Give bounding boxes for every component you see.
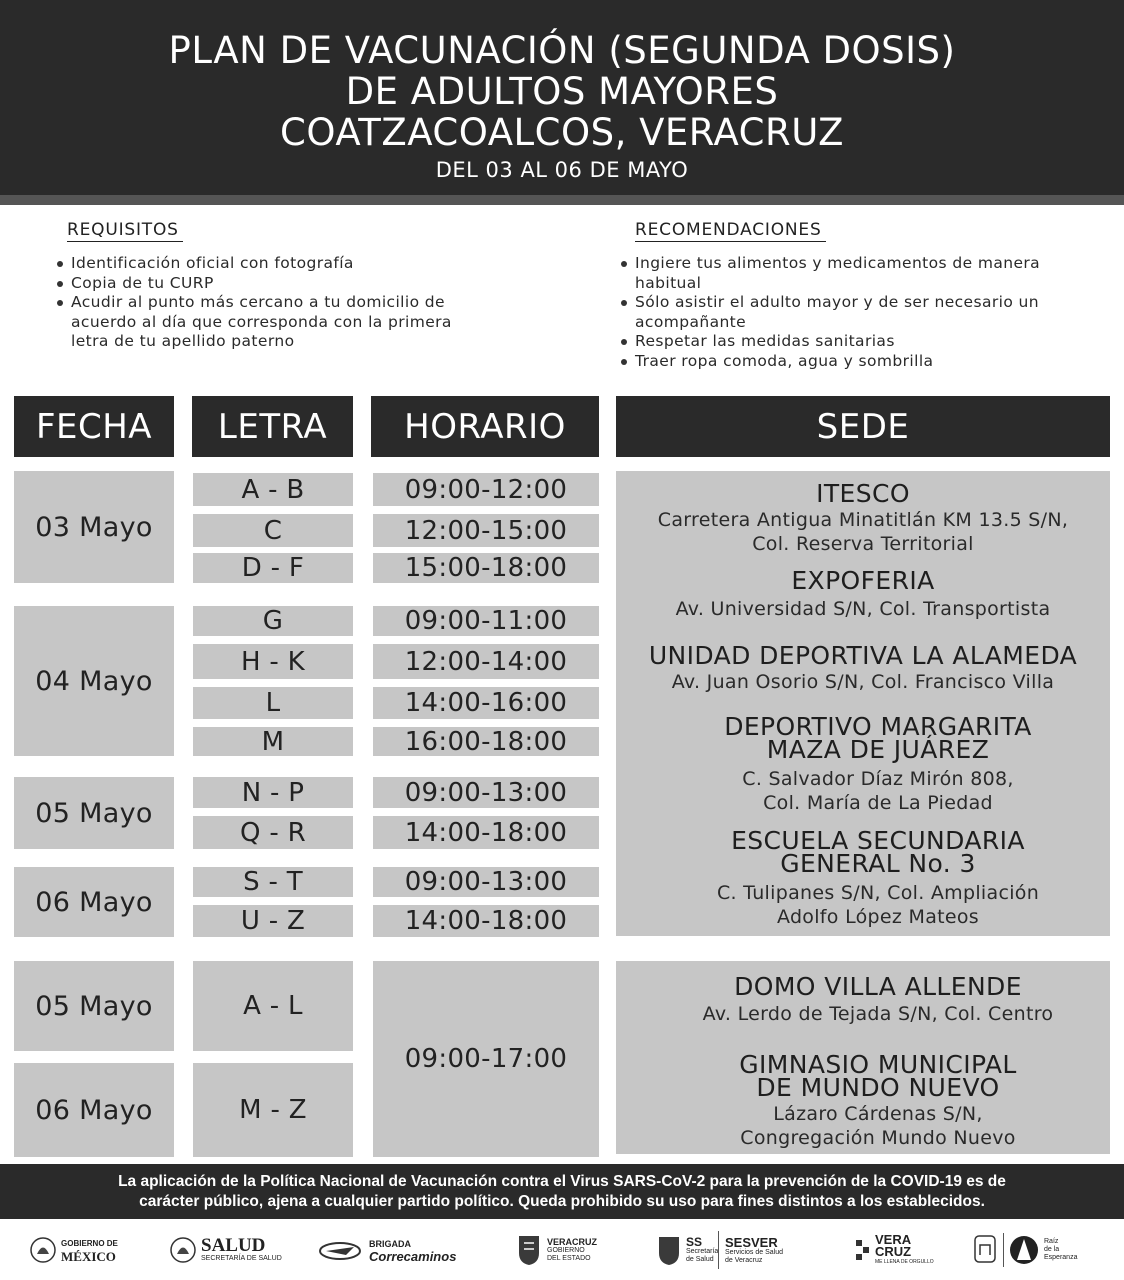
schedule-cell: 09:00-13:00	[373, 777, 599, 808]
venue-address: Carretera Antigua Minatitlán KM 13.5 S/N,	[657, 509, 1069, 531]
logo-text: SESVER	[725, 1234, 778, 1250]
column-header-fecha: FECHA	[14, 396, 174, 457]
logo-text: GOBIERNO DE	[61, 1238, 118, 1248]
logo-text: Correcaminos	[369, 1248, 457, 1264]
municipal-seal-icon	[972, 1233, 998, 1267]
list-item: Sólo asistir el adulto mayor y de ser necesario un acompañante	[619, 293, 1089, 332]
roadrunner-icon	[316, 1235, 364, 1265]
date-cell: 06 Mayo	[14, 867, 174, 937]
municipal-text	[1044, 1238, 1077, 1262]
letter-cell: C	[193, 514, 353, 547]
list-item: Ingiere tus alimentos y medicamentos de manera habitual	[619, 254, 1089, 293]
requirements-section	[55, 220, 475, 352]
requirements-heading: REQUISITOS	[67, 220, 183, 242]
column-header-letra: LETRA	[192, 396, 353, 457]
venue-address: Congregación Mundo Nuevo	[740, 1127, 1016, 1149]
schedule-cell: 09:00-17:00	[373, 961, 599, 1157]
veracruz-gobierno-logo	[516, 1231, 597, 1269]
esperanza-icon	[1009, 1235, 1039, 1265]
column-header-horario: HORARIO	[371, 396, 599, 457]
date-cell: 06 Mayo	[14, 1063, 174, 1157]
venue-gimnasio-mundo-nuevo	[616, 1050, 1110, 1150]
date-cell: 04 Mayo	[14, 606, 174, 756]
brigada-correcaminos-logo	[316, 1231, 456, 1269]
venue-address: Av. Juan Osorio S/N, Col. Francisco Villa	[671, 671, 1055, 693]
logo-text: MÉXICO	[61, 1248, 116, 1264]
venue-address: Col. María de La Piedad	[763, 792, 993, 814]
veracruz-brand-logo	[856, 1231, 934, 1269]
logo-text: SECRETARÍA DE SALUD	[201, 1255, 282, 1262]
list-item: Traer ropa comoda, agua y sombrilla	[619, 352, 1089, 372]
venue-itesco	[616, 479, 1110, 556]
logo-text: SALUD	[201, 1235, 266, 1256]
venues-lower	[616, 961, 1110, 1154]
letter-cell: A - B	[193, 473, 353, 506]
disclaimer-line: La aplicación de la Política Nacional de Vacunación contra el Virus SARS-CoV-2 para la prevención de la COVID-19 es de	[118, 1173, 1006, 1190]
title-line: COATZACOALCOS, VERACRUZ	[280, 111, 844, 154]
logo-text: CRUZ	[875, 1244, 912, 1259]
state-shield-icon	[657, 1234, 681, 1266]
venue-name: ESCUELA SECUNDARIA	[731, 826, 1025, 855]
sesver-logo	[718, 1231, 783, 1269]
header-divider	[0, 195, 1124, 205]
venue-address: Adolfo López Mateos	[776, 906, 980, 928]
ss-text	[686, 1236, 718, 1264]
checker-icon	[856, 1240, 870, 1260]
schedule-cell: 16:00-18:00	[373, 727, 599, 756]
venue-name: DEPORTIVO MARGARITA	[724, 712, 1032, 741]
column-header-sede: SEDE	[616, 396, 1110, 457]
gobierno-mexico-logo	[30, 1231, 118, 1269]
salud-text	[201, 1237, 282, 1263]
list-item: Identificación oficial con fotografía	[55, 254, 475, 274]
veracruz-brand-text	[875, 1234, 934, 1266]
logo-text: Servicios de Salud	[725, 1248, 783, 1256]
venue-expoferia	[616, 566, 1110, 621]
venue-address: Av. Universidad S/N, Col. Transportista	[675, 598, 1051, 620]
sesver-text	[725, 1236, 783, 1265]
list-item: Acudir al punto más cercano a tu domicilio de acuerdo al día que corresponda con la primera letra de tu apellido paterno	[55, 293, 475, 352]
veracruz-gobierno-text	[547, 1238, 597, 1263]
recommendations-heading: RECOMENDACIONES	[635, 220, 826, 242]
letter-cell: H - K	[193, 644, 353, 679]
page-header	[0, 0, 1124, 195]
requirements-list	[55, 254, 475, 352]
venue-name: UNIDAD DEPORTIVA LA ALAMEDA	[648, 641, 1078, 670]
schedule-cell: 09:00-11:00	[373, 606, 599, 636]
venue-address: Av. Lerdo de Tejada S/N, Col. Centro	[702, 1003, 1054, 1025]
brigada-text	[369, 1238, 456, 1263]
letter-cell: D - F	[193, 553, 353, 583]
letter-cell: M - Z	[193, 1063, 353, 1157]
logo-text: de Veracruz	[725, 1256, 763, 1264]
schedule-cell: 15:00-18:00	[373, 553, 599, 583]
logo-divider	[1003, 1233, 1004, 1267]
venue-name: ITESCO	[816, 479, 910, 508]
logo-text: VERACRUZ	[547, 1236, 598, 1247]
date-range: DEL 03 AL 06 DE MAYO	[435, 158, 689, 182]
eagle-seal-icon	[170, 1235, 196, 1265]
gobierno-mexico-text	[61, 1238, 118, 1263]
letter-cell: A - L	[193, 961, 353, 1051]
venue-secundaria-3	[616, 826, 1110, 929]
date-cell: 05 Mayo	[14, 961, 174, 1051]
venue-name: DOMO VILLA ALLENDE	[734, 972, 1022, 1001]
logo-text: Raíz	[1044, 1238, 1059, 1245]
municipal-logo	[972, 1231, 1077, 1269]
eagle-seal-icon	[30, 1235, 56, 1265]
logo-text: DEL ESTADO	[547, 1254, 591, 1262]
schedule-cell: 12:00-14:00	[373, 644, 599, 679]
venue-address: Lázaro Cárdenas S/N,	[773, 1103, 983, 1125]
logo-strip	[0, 1219, 1124, 1280]
list-item: Copia de tu CURP	[55, 274, 475, 294]
letter-cell: U - Z	[193, 905, 353, 937]
venue-address: C. Salvador Díaz Mirón 808,	[742, 768, 1014, 790]
venue-address: C. Tulipanes S/N, Col. Ampliación	[716, 882, 1040, 904]
schedule-cell: 14:00-18:00	[373, 905, 599, 937]
title-line: PLAN DE VACUNACIÓN (SEGUNDA DOSIS)	[168, 29, 956, 72]
logo-text: ME LLENA DE ORGULLO	[875, 1259, 934, 1265]
venue-margarita-maza	[616, 712, 1110, 815]
logo-text: Esperanza	[1044, 1254, 1078, 1261]
letter-cell: M	[193, 727, 353, 756]
schedule-cell: 09:00-12:00	[373, 473, 599, 506]
salud-logo	[170, 1231, 282, 1269]
letter-cell: S - T	[193, 867, 353, 897]
state-shield-icon	[516, 1233, 542, 1267]
disclaimer-footer	[0, 1164, 1124, 1219]
ss-logo	[657, 1231, 718, 1269]
list-item: Respetar las medidas sanitarias	[619, 332, 1089, 352]
date-cell: 03 Mayo	[14, 471, 174, 583]
logo-text: SS	[686, 1235, 703, 1249]
logo-text: VERA	[875, 1232, 912, 1247]
schedule-cell: 12:00-15:00	[373, 514, 599, 547]
venue-name: MAZA DE JUÁREZ	[766, 735, 990, 764]
logo-text: de la	[1044, 1246, 1060, 1253]
schedule-cell: 14:00-16:00	[373, 687, 599, 719]
letter-cell: N - P	[193, 777, 353, 808]
venue-domo-villa-allende	[616, 972, 1110, 1026]
letter-cell: L	[193, 687, 353, 719]
logo-text: de Salud	[686, 1256, 714, 1263]
logo-text: Secretaría	[686, 1248, 719, 1255]
recommendations-section	[619, 220, 1089, 372]
venue-name: DE MUNDO NUEVO	[756, 1073, 1000, 1102]
schedule-cell: 09:00-13:00	[373, 867, 599, 897]
venue-name: GIMNASIO MUNICIPAL	[739, 1050, 1017, 1079]
venue-name: GENERAL No. 3	[780, 849, 976, 878]
venue-name: EXPOFERIA	[791, 566, 935, 595]
date-cell: 05 Mayo	[14, 777, 174, 849]
venues-upper	[616, 471, 1110, 936]
logo-text: BRIGADA	[369, 1238, 411, 1249]
letter-cell: Q - R	[193, 816, 353, 849]
venue-address: Col. Reserva Territorial	[752, 533, 974, 555]
recommendations-list	[619, 254, 1089, 372]
venue-alameda	[616, 641, 1110, 694]
schedule-cell: 14:00-18:00	[373, 816, 599, 849]
letter-cell: G	[193, 606, 353, 636]
title-line: DE ADULTOS MAYORES	[345, 70, 779, 113]
disclaimer-line: carácter público, ajena a cualquier partido político. Queda prohibido su uso para fines distintos a los establecidos.	[139, 1193, 985, 1210]
page-title	[0, 30, 1124, 153]
logo-text: GOBIERNO	[547, 1246, 585, 1254]
